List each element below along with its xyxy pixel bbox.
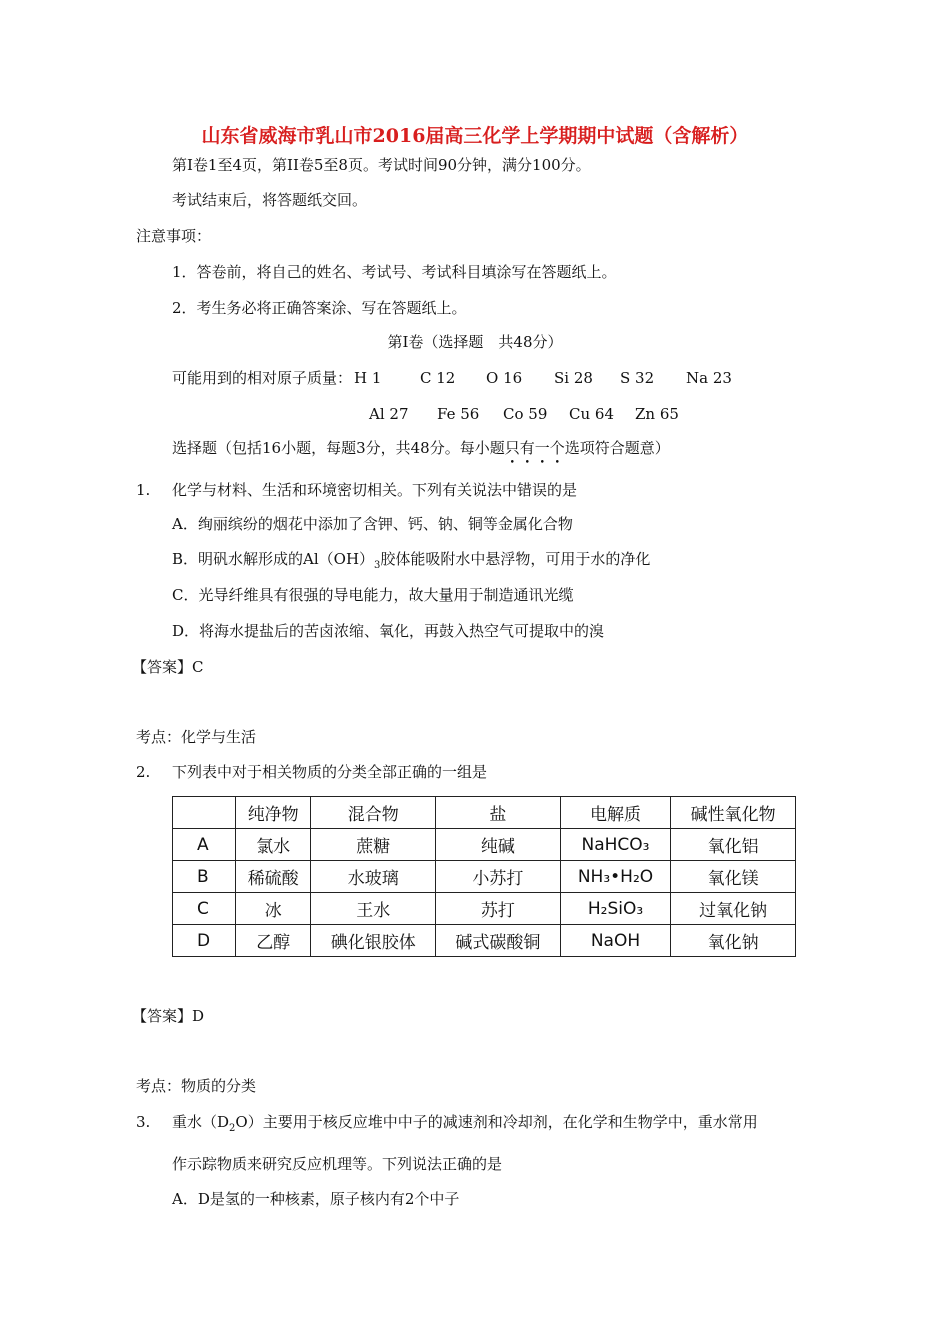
choice-instructions-tail: 选项符合题意） <box>564 439 670 457</box>
table-cell: B <box>173 861 236 893</box>
table-header-cell <box>173 797 236 829</box>
table-cell: 王水 <box>311 893 436 925</box>
table-cell: 碱式碳酸铜 <box>436 925 561 957</box>
table-cell: C <box>173 893 236 925</box>
table-row <box>173 893 796 925</box>
choice-instructions <box>172 438 670 458</box>
question-1-option-c: C．光导纤维具有很强的导电能力，故大量用于制造通讯光缆 <box>172 586 574 604</box>
table-header-cell: 纯净物 <box>236 797 311 829</box>
choice-instructions-text: 选择题（包括16小题，每题3分，共48分。每小题 <box>172 439 505 457</box>
question-3-number: 3. <box>136 1113 151 1131</box>
question-1-option-a: A．绚丽缤纷的烟花中添加了含钾、钙、钠、铜等金属化合物 <box>172 515 573 533</box>
table-cell: A <box>173 829 236 861</box>
table-row <box>173 925 796 957</box>
table-cell: 小苏打 <box>436 861 561 893</box>
question-3-stem-rest: O）主要用于核反应堆中中子的减速剂和冷却剂，在化学和生物学中，重水常用 <box>235 1113 758 1131</box>
question-2-number: 2. <box>136 763 151 781</box>
atomic-mass-row-1 <box>172 368 732 388</box>
table-cell: 碘化银胶体 <box>311 925 436 957</box>
atomic-mass-s: S 32 <box>620 369 655 387</box>
intro-line-2: 考试结束后，将答题纸交回。 <box>172 191 368 209</box>
question-2-answer: 【答案】D <box>132 1007 205 1025</box>
table-row <box>173 861 796 893</box>
atomic-mass-o: O 16 <box>486 369 523 387</box>
question-3-stem <box>172 1112 758 1139</box>
emphasis-char: 有 <box>519 439 535 457</box>
intro-line-1: 第Ⅰ卷1至4页，第II卷5至8页。考试时间90分钟，满分100分。 <box>172 156 591 174</box>
table-header-row <box>173 797 796 829</box>
atomic-mass-co: Co 59 <box>503 405 548 423</box>
table-cell: 水玻璃 <box>311 861 436 893</box>
table-cell: 氯水 <box>236 829 311 861</box>
page-title: 山东省威海市乳山市2016届高三化学上学期期中试题（含解析） <box>201 125 749 147</box>
option-b-text: B．明矾水解形成的Al（OH） <box>172 550 375 568</box>
atomic-mass-si: Si 28 <box>554 369 593 387</box>
table-cell: H₂SiO₃ <box>560 893 671 925</box>
question-1-number: 1. <box>136 481 151 499</box>
notice-item-2: 2．考生务必将正确答案涂、写在答题纸上。 <box>172 299 467 317</box>
subscript: 2 <box>229 1123 236 1134</box>
atomic-mass-fe: Fe 56 <box>437 405 480 423</box>
table-cell: 蔗糖 <box>311 829 436 861</box>
notice-heading: 注意事项： <box>136 227 212 245</box>
atomic-mass-label: 可能用到的相对原子质量： <box>172 369 353 387</box>
question-1-stem: 化学与材料、生活和环境密切相关。下列有关说法中错误的是 <box>172 481 578 499</box>
table-header-cell: 盐 <box>436 797 561 829</box>
table-cell: D <box>173 925 236 957</box>
table-cell: 稀硫酸 <box>236 861 311 893</box>
atomic-mass-cu: Cu 64 <box>569 405 614 423</box>
emphasis-char: 一 <box>534 439 550 457</box>
atomic-mass-h: H 1 <box>354 369 382 387</box>
table-cell: 过氧化钠 <box>671 893 796 925</box>
table-cell: 氧化铝 <box>671 829 796 861</box>
table-cell: NaOH <box>560 925 671 957</box>
atomic-mass-row-2 <box>369 404 679 424</box>
table-cell: NH₃•H₂O <box>560 861 671 893</box>
table-row <box>173 829 796 861</box>
section-title: 第Ⅰ卷（选择题 共48分） <box>387 333 563 351</box>
notice-item-1: 1．答卷前，将自己的姓名、考试号、考试科目填涂写在答题纸上。 <box>172 263 617 281</box>
option-b-rest: 胶体能吸附水中悬浮物，可用于水的净化 <box>380 550 651 568</box>
classification-table <box>172 796 796 957</box>
question-3-option-a: A．D是氢的一种核素，原子核内有2个中子 <box>172 1190 460 1208</box>
question-3-stem-text: 重水（D <box>172 1113 230 1131</box>
table-header-cell: 碱性氧化物 <box>671 797 796 829</box>
subscript: 3 <box>374 560 381 571</box>
atomic-mass-al: Al 27 <box>369 405 409 423</box>
question-2-point: 考点：物质的分类 <box>136 1077 257 1095</box>
question-1-option-d: D．将海水提盐后的苦卤浓缩、氧化，再鼓入热空气可提取中的溴 <box>172 622 605 640</box>
emphasis-char: 只 <box>504 439 520 457</box>
question-1-answer: 【答案】C <box>132 658 204 676</box>
question-1-point: 考点：化学与生活 <box>136 728 257 746</box>
table-cell: 纯碱 <box>436 829 561 861</box>
table-cell: 冰 <box>236 893 311 925</box>
table-header-cell: 混合物 <box>311 797 436 829</box>
question-3-stem-line-2: 作示踪物质来研究反应机理等。下列说法正确的是 <box>172 1155 503 1173</box>
table-cell: 氧化钠 <box>671 925 796 957</box>
table-cell: 氧化镁 <box>671 861 796 893</box>
atomic-mass-zn: Zn 65 <box>635 405 679 423</box>
table-cell: 乙醇 <box>236 925 311 957</box>
question-2-stem: 下列表中对于相关物质的分类全部正确的一组是 <box>172 763 488 781</box>
emphasis-char: 个 <box>549 439 565 457</box>
table-cell: 苏打 <box>436 893 561 925</box>
atomic-mass-na: Na 23 <box>686 369 732 387</box>
atomic-mass-c: C 12 <box>420 369 456 387</box>
table-header-cell: 电解质 <box>560 797 671 829</box>
question-1-option-b <box>172 549 650 576</box>
table-cell: NaHCO₃ <box>560 829 671 861</box>
